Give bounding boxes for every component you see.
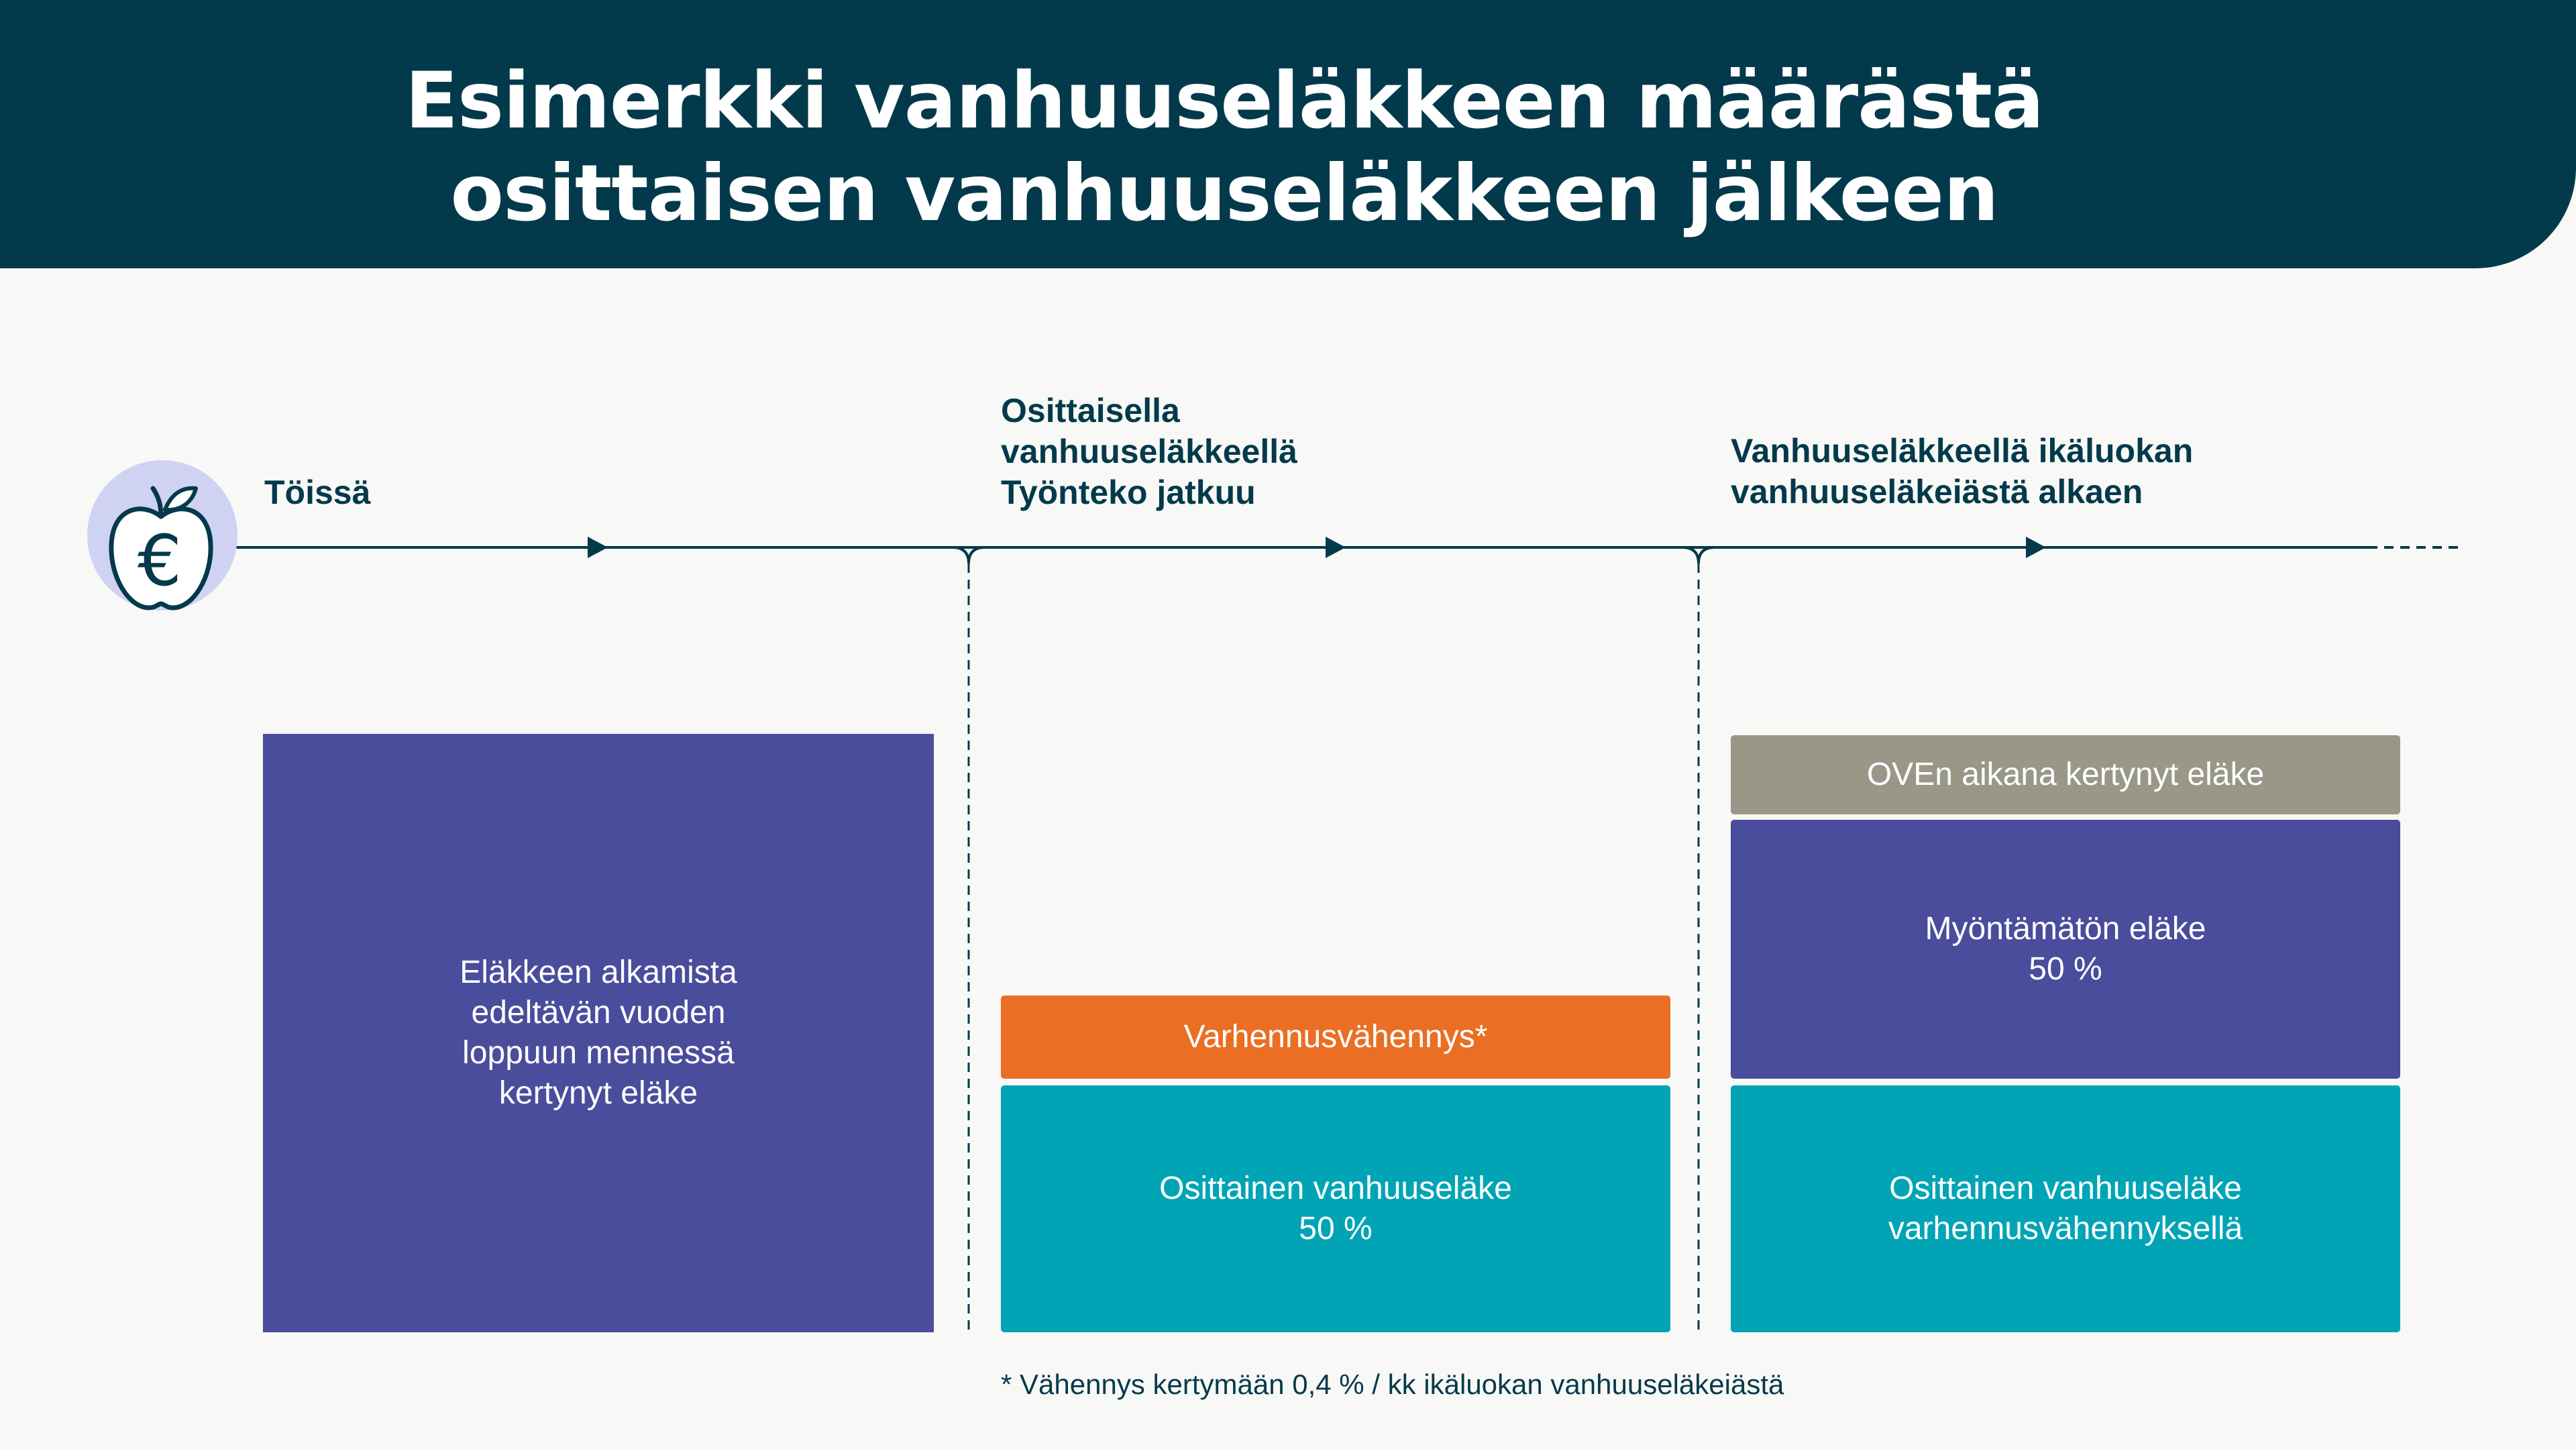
box-early-reduction: Varhennusvähennys* [1001,996,1670,1079]
box-oven-accrued: OVEn aikana kertynyt eläke [1731,735,2400,814]
timeline-arrow-2 [1326,537,1346,558]
box-partial-pension: Osittainen vanhuuseläke 50 % [1001,1085,1670,1332]
timeline-arrow-3 [2026,537,2046,558]
footnote: * Vähennys kertymään 0,4 % / kk ikäluokan vanhuuseläkeiästä [1001,1368,1784,1400]
stage-label-retired: Vanhuuseläkkeellä ikäluokan vanhuuseläkeiästä alkaen [1731,432,2194,511]
timeline-arrow-1 [588,537,608,558]
stage-label-partial: Osittaisella vanhuuseläkkeellä Työnteko jatkuu [1001,392,1297,511]
divider-2-curve-b [1699,547,1715,564]
box-accrued-pension: Eläkkeen alkamista edeltävän vuoden loppuun mennessä kertynyt eläke [263,734,934,1332]
title-line-2: osittaisen vanhuuseläkkeen jälkeen [450,148,1998,239]
box-ungranted-pension: Myöntämätön eläke 50 % [1731,820,2400,1079]
divider-2-curve [1682,547,1699,564]
divider-1-curve [953,547,969,564]
stage-label-working: Töissä [264,474,371,511]
euro-symbol: € [137,520,182,602]
divider-1-curve-b [969,547,985,564]
box-partial-reduced: Osittainen vanhuuseläke varhennusvähennyksellä [1731,1085,2400,1332]
apple-euro-icon [87,460,237,610]
title-line-1: Esimerkki vanhuuseläkkeen määrästä [405,56,2044,146]
